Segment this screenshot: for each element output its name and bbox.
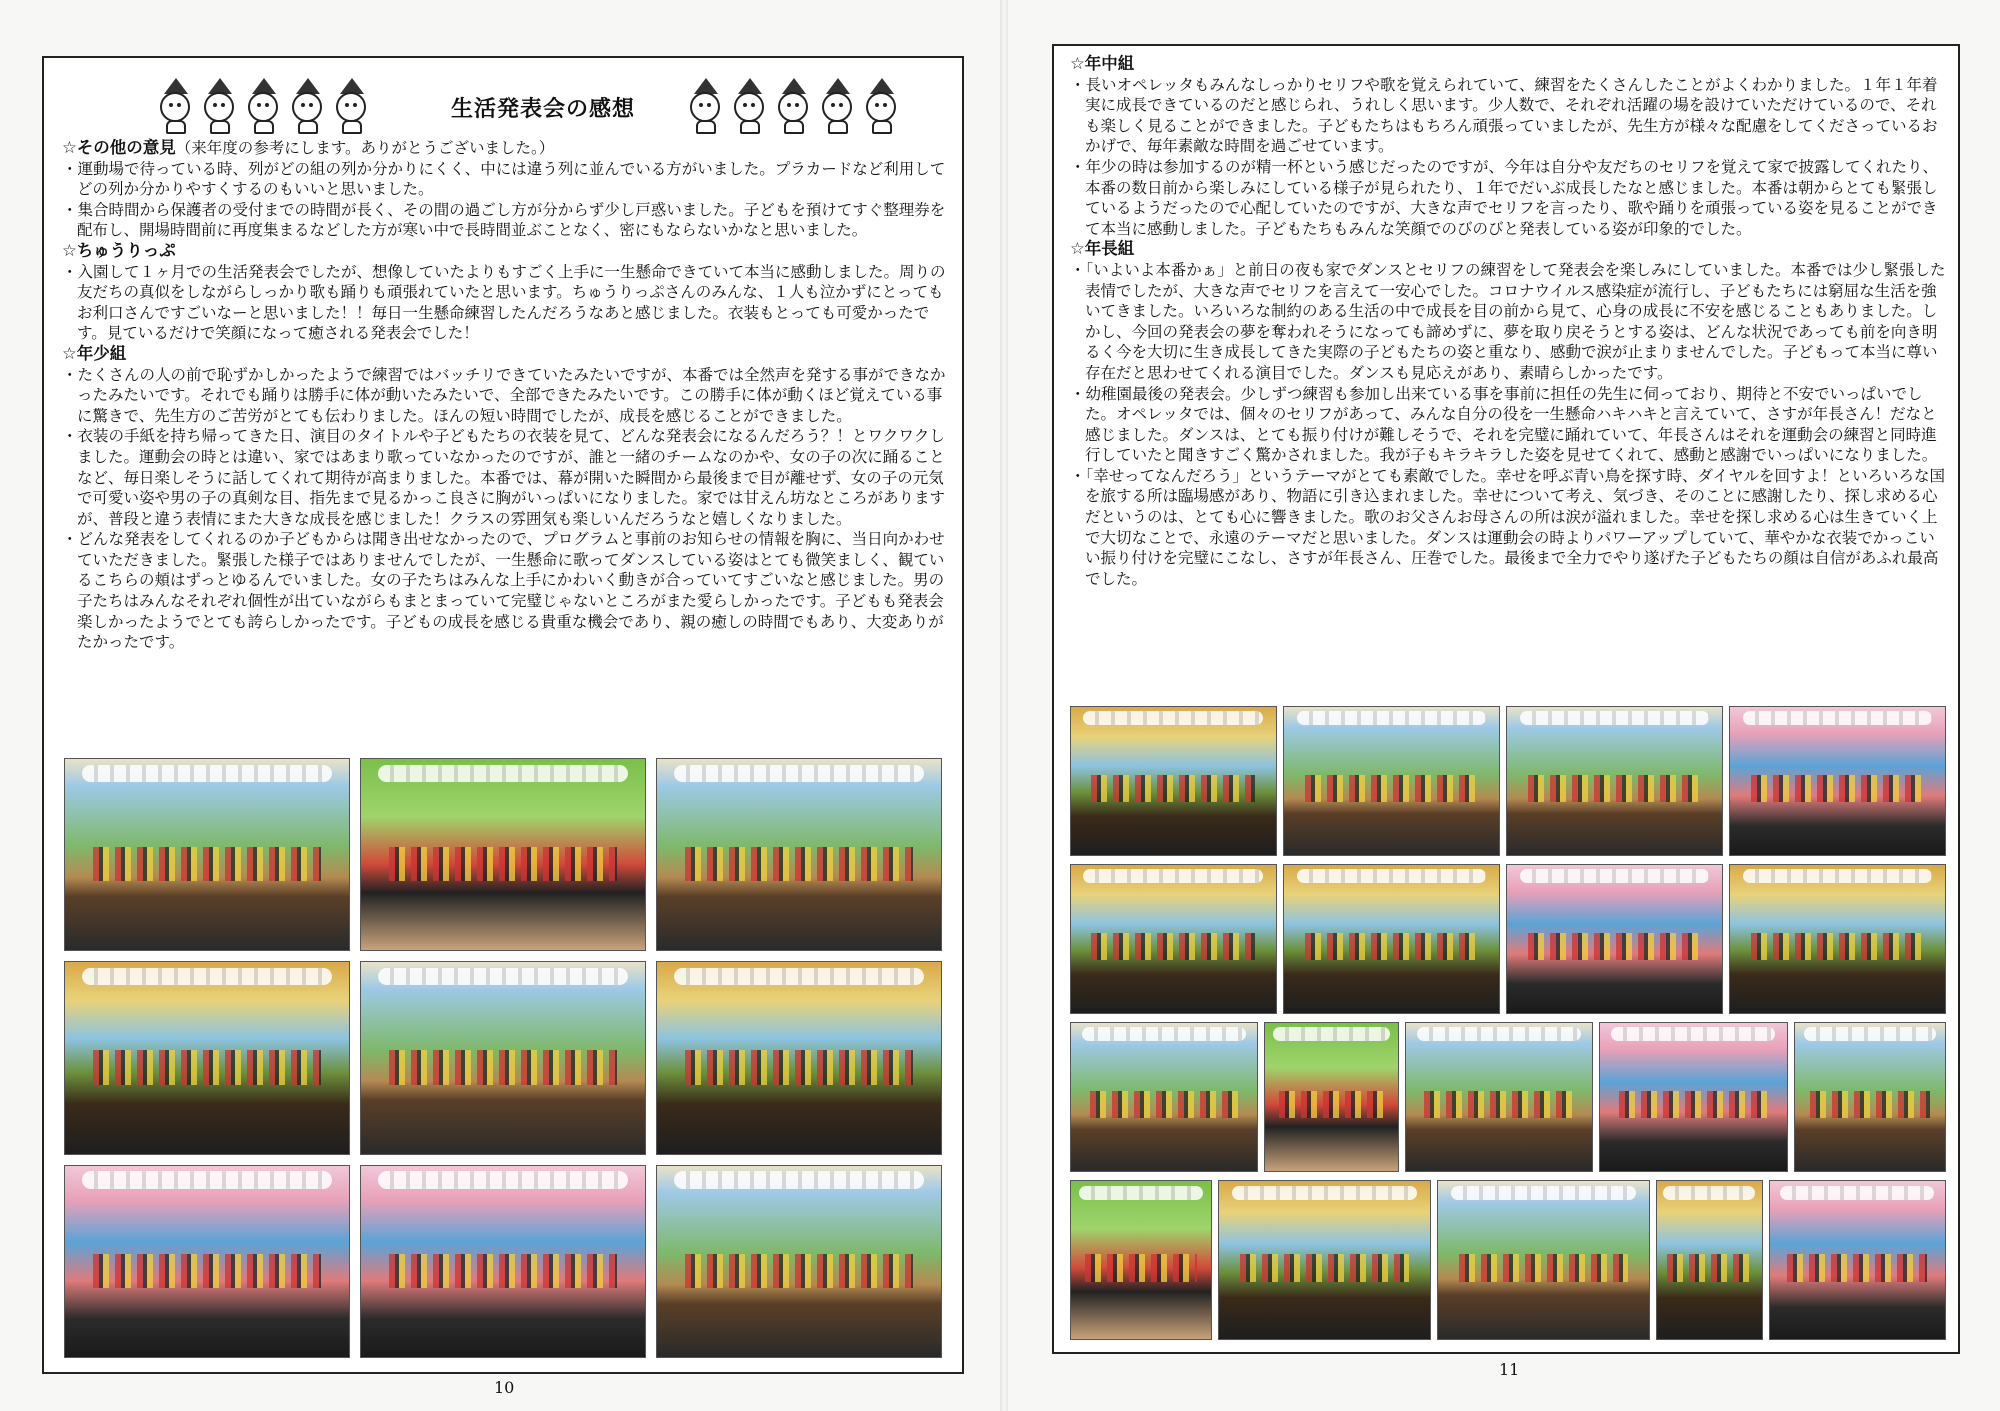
comment-paragraph: ・衣装の手紙を持ち帰ってきた日、演目のタイトルや子どもたちの衣装を見て、どんな発表会になるんだろう？！とワクワクしました。運動会の時とは違い、家ではあまり歌っていなかったのですが、誰と一緒のチームなのかや、女の子の次に踊ることなど、毎日楽しそうに話してくれて期待が高まりました。本番では、幕が開いた瞬間から最後まで目が離せず、女の子の元気で可愛い姿や男の子の真剣な目、指先まで見るかっこ良さに胸がいっぱいになりました。家では甘えん坊なところがありますが、普段と違う表情にまた大きな成長を感じました！クラスの雰囲気も楽しいんだろうなと嬉しくなりました。 (62, 427, 946, 528)
section-note: （来年度の参考にします。ありがとうございました。） (175, 139, 555, 157)
section-heading: ☆年少組 (62, 343, 127, 363)
stage-photo (1070, 1022, 1258, 1172)
kid-icon (686, 78, 726, 134)
comment-paragraph: ・「幸せってなんだろう」というテーマがとても素敵でした。幸せを呼ぶ青い鳥を探す時、ダイヤルを回すよ！といろいろな国を旅する所は臨場感があり、物語に引き込まれました。幸せについて考え、気づき、そのことに感謝したり、探し求める心だというのは、とても心に響きました。歌のお父さんお母さんの所は涙が溢れました。幸せを探し求める心は生きていく上で大切なことで、永遠のテーマだと思いました。ダンスは運動会の時よりパワーアップしていて、華やかな衣装でかっこいい振り付けを完璧にこなし、さすが年長さん、圧巻でした。最後まで全力でやり遂げた子どもたちの顔は自信があふれ最高でした。 (1070, 466, 1945, 588)
stage-photo (1794, 1022, 1946, 1172)
stage-photo (1437, 1180, 1650, 1340)
comment-paragraph: ・幼稚園最後の発表会。少しずつ練習も参加し出来ている事を事前に担任の先生に伺っており、期待と不安でいっぱいでした。オペレッタでは、個々のセリフがあって、みんな自分の役を一生懸命ハキハキと言えていて、さすが年長さん！だなと感じました。ダンスは、とても振り付けが難しそうで、それを完璧に踊れていて、年長さんはそれを運動会の練習と同時進行していたと聞きすごく驚かされました。我が子もキラキラした姿を見せてくれて、感動と感謝でいっぱいになりました。 (1070, 384, 1938, 465)
stage-photo (360, 758, 646, 951)
comment-paragraph: ・たくさんの人の前で恥ずかしかったようで練習ではバッチリできていたみたいですが、本番では全然声を発する事ができなかったみたいです。それでも踊りは勝手に体が動いたみたいで、全部できたみたいです。この勝手に体が動くほど覚えている事に驚きで、先生方のご苦労がとても伝わりました。ほんの短い時間でしたが、成長を感じることができました。 (62, 365, 946, 425)
page-number: 11 (1499, 1360, 1520, 1379)
section-heading: ☆年長組 (1070, 239, 1135, 259)
stage-photo (1769, 1180, 1947, 1340)
stage-photo (1506, 706, 1723, 856)
stage-photo (360, 961, 646, 1154)
kid-icon (200, 78, 240, 134)
kid-icon (244, 78, 284, 134)
section-nencho (1070, 239, 1948, 589)
page-title: 生活発表会の感想 (451, 97, 636, 122)
kid-icon (818, 78, 858, 134)
section-heading: ☆年中組 (1070, 54, 1135, 73)
right-photo-row (1070, 1180, 1946, 1340)
stage-photo (1506, 864, 1723, 1014)
kid-icon (862, 78, 902, 134)
stage-photo (1070, 1180, 1212, 1340)
right-photo-row (1070, 1022, 1946, 1172)
section-tulip (62, 241, 952, 344)
comment-paragraph: ・集合時間から保護者の受付までの時間が長く、その間の過ごし方が分からず少し戸惑いました。子どもを預けてすぐ整理券を配布し、開場時間前に再度集まるなどした方が寒い中で長時間並ぶことなく、密にもならないかなと思いました。 (62, 200, 946, 240)
kids-illustration-left (156, 78, 372, 134)
section-nensho (62, 344, 952, 653)
kid-icon (156, 78, 196, 134)
comment-paragraph: ・入園して１ヶ月での生活発表会でしたが、想像していたよりもすごく上手に一生懸命できていて本当に感動しました。周りの友だちの真似をしながらしっかり歌も踊りも頑張れていたと思います。ちゅうりっぷさんのみんな、１人も泣かずにとってもお利口さんですごいなーと思いました！！毎日一生懸命練習したんだろうなあと感じました。衣装もとっても可愛かったです。見ているだけで笑顔になって癒される発表会でした！ (62, 262, 946, 343)
comment-paragraph: ・年少の時は参加するのが精一杯という感じだったのですが、今年は自分や友だちのセリフを覚えて家で披露してくれたり、本番の数日前から楽しみにしている様子が見られたり、１年でだいぶ成長したなと感じました。本番は朝からとても緊張しているようだったので心配していたのですが、大きな声でセリフを言ったり、歌や踊りを頑張っている姿を見ることができて本当に感動しました。子どもたちもみんな笑顔でのびのびと発表している姿が印象的でした。 (1070, 157, 1939, 238)
right-photo-row (1070, 706, 1946, 856)
section-nenchu (1070, 54, 1948, 239)
stage-photo (1283, 864, 1500, 1014)
stage-photo (1656, 1180, 1763, 1340)
stage-photo (64, 961, 350, 1154)
section-other-opinions (62, 138, 952, 241)
left-photo-grid (64, 758, 942, 1358)
right-page (1052, 44, 1960, 1354)
stage-photo (1729, 706, 1946, 856)
page-fold (1000, 0, 1008, 1411)
kid-icon (288, 78, 328, 134)
section-heading: ☆ちゅうりっぷ (62, 240, 176, 260)
stage-photo (1218, 1180, 1431, 1340)
stage-photo (1070, 706, 1277, 856)
comment-paragraph: ・どんな発表をしてくれるのか子どもからは聞き出せなかったので、プログラムと事前のお知らせの情報を胸に、当日向かわせていただきました。緊張した様子ではありませんでしたが、一生懸命に歌ってダンスしている姿はとても微笑ましく、観ているこちらの頬はずっとゆるんでいました。女の子たちはみんな上手にかわいく動きが合っていてすごいなと感じました。男の子たちはみんなそれぞれ個性が出ていながらもまとまっていて完璧じゃないところがまた愛らしかったです。子どもも発表会楽しかったようでとても誇らしかったです。子どもの成長を感じる貴重な機会であり、親の癒しの時間でもあり、大変ありがたかったです。 (62, 530, 945, 652)
stage-photo (656, 758, 942, 951)
stage-photo (1070, 864, 1277, 1014)
stage-photo (64, 758, 350, 951)
left-text-column (62, 138, 952, 653)
comment-paragraph: ・長いオペレッタもみんなしっかりセリフや歌を覚えられていて、練習をたくさんしたことがよくわかりました。１年１年着実に成長できているのだと感じられ、うれしく思います。少人数で、それぞれ活躍の場を設けていただけているので、それも楽しく見ることができました。子どもたちはもちろん頑張っていましたが、先生方が様々な配慮をしてくださっているおかげで、毎年素敵な時間を過ごせています。 (1070, 75, 1938, 156)
kid-icon (332, 78, 372, 134)
comment-paragraph: ・「いよいよ本番かぁ」と前日の夜も家でダンスとセリフの練習をして発表会を楽しみにしていました。本番では少し緊張した表情でしたが、大きな声でセリフを言えて一安心でした。コロナウイルス感染症が流行し、子どもたちには窮屈な生活を強いてきました。いろいろな制約のある生活の中で成長を目の前から見て、心身の成長に不安を感じることもありました。しかし、今回の発表会の夢を奪われそうになっても諦めずに、夢を取り戻そうとする姿は、どんな状況であっても前を向き明るく今を大切に生き成長してきた実際の子どもたちの姿と重なり、感動で涙が止まりませんでした。子どもって本当に尊い存在だと思わせてくれる演目でした。ダンスも見応えがあり、素晴らしかったです。 (1070, 260, 1946, 382)
comment-paragraph: ・運動場で待っている時、列がどの組の列か分かりにくく、中には違う列に並んでいる方がいました。プラカードなど利用してどの列か分かりやすくするのもいいと思いました。 (62, 159, 946, 199)
stage-photo (360, 1165, 646, 1358)
kids-illustration-right (686, 78, 902, 134)
left-page (42, 56, 964, 1374)
right-photo-row (1070, 864, 1946, 1014)
stage-photo (1264, 1022, 1399, 1172)
stage-photo (1283, 706, 1500, 856)
right-text-column (1070, 54, 1948, 589)
stage-photo (656, 1165, 942, 1358)
stage-photo (656, 961, 942, 1154)
page-number: 10 (494, 1378, 515, 1397)
page-header (116, 72, 906, 142)
stage-photo (1599, 1022, 1787, 1172)
stage-photo (1405, 1022, 1593, 1172)
kid-icon (730, 78, 770, 134)
stage-photo (1729, 864, 1946, 1014)
kid-icon (774, 78, 814, 134)
stage-photo (64, 1165, 350, 1358)
section-heading: ☆その他の意見（来年度の参考にします。ありがとうございました。） (62, 138, 555, 157)
